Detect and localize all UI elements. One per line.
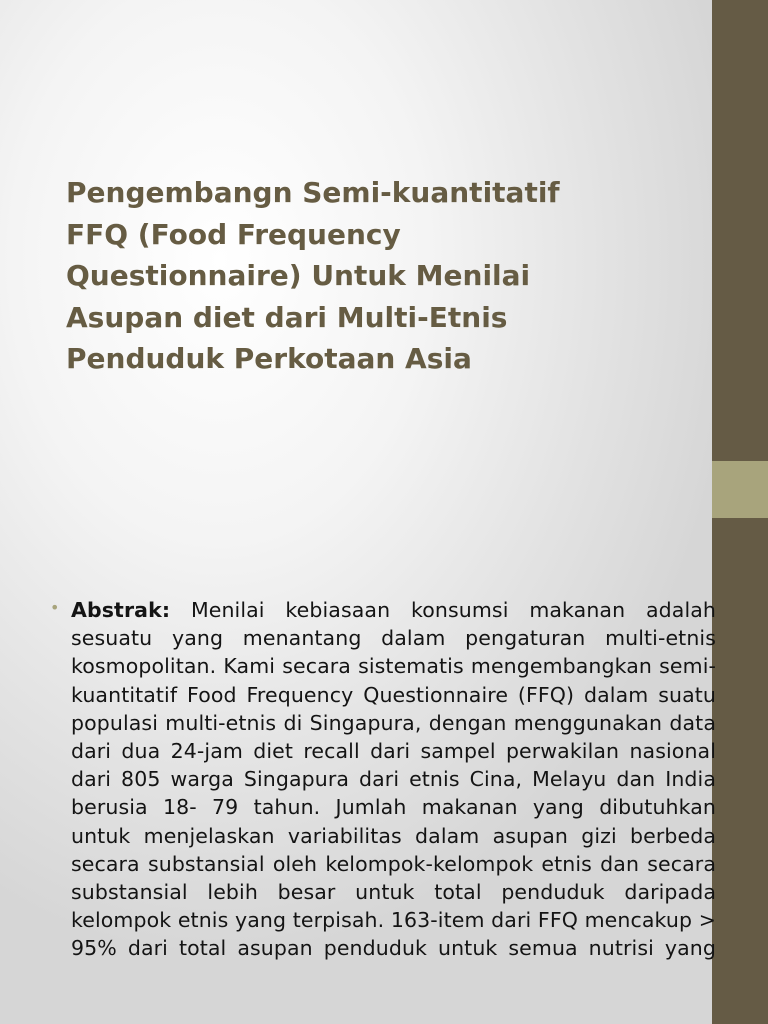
abstract-label: Abstrak: xyxy=(71,598,171,622)
bullet-icon: • xyxy=(50,598,60,617)
slide-body xyxy=(50,596,716,963)
slide-title: Pengembangn Semi-kuantitatif FFQ (Food Frequency Questionnaire) Untuk Menilai Asupan diet dari Multi-Etnis Penduduk Perkotaan Asia xyxy=(66,176,560,375)
sidebar-accent-block xyxy=(712,461,768,518)
abstract-text: Menilai kebiasaan konsumsi makanan adalah sesuatu yang menantang dalam pengaturan multi-etnis kosmopolitan. Kami secara sistematis mengembangkan semi-kuantitatif Food Frequency Questionnaire (FFQ) dalam suatu populasi multi-etnis di Singapura, dengan menggunakan data dari dua 24-jam diet recall dari sampel perwakilan nasional dari 805 warga Singapura dari etnis Cina, Melayu dan India berusia 18- 79 tahun. Jumlah makanan yang dibutuhkan untuk menjelaskan variabilitas dalam asupan gizi berbeda secara substansial oleh kelompok-kelompok etnis dan secara substansial lebih besar untuk total penduduk daripada kelompok etnis yang terpisah. 163-item dari FFQ mencakup > 95% dari total asupan penduduk untuk semua nutrisi yang xyxy=(71,598,716,961)
abstract-paragraph xyxy=(71,596,716,963)
